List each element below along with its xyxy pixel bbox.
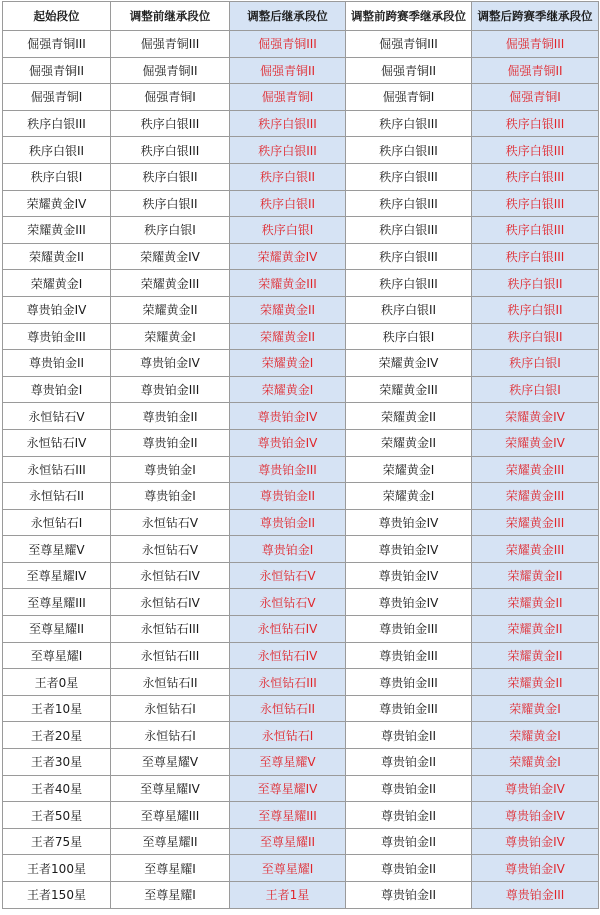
after-cross-season-cell: 秩序白银II (472, 323, 599, 350)
before-cross-season-cell: 尊贵铂金II (346, 882, 472, 909)
start-rank-cell: 秩序白银III (3, 110, 111, 137)
start-rank-cell: 永恒钻石III (3, 456, 111, 483)
header-after-inherit: 调整后继承段位 (230, 2, 346, 31)
before-cross-season-cell: 秩序白银III (346, 110, 472, 137)
after-inherit-cell: 永恒钻石IV (230, 642, 346, 669)
start-rank-cell: 永恒钻石V (3, 403, 111, 430)
before-inherit-cell: 倔强青铜III (111, 31, 230, 58)
before-cross-season-cell: 尊贵铂金IV (346, 589, 472, 616)
before-inherit-cell: 尊贵铂金II (111, 403, 230, 430)
after-cross-season-cell: 荣耀黄金II (472, 669, 599, 696)
table-row (3, 429, 599, 456)
before-inherit-cell: 荣耀黄金IV (111, 243, 230, 270)
start-rank-cell: 荣耀黄金II (3, 243, 111, 270)
after-inherit-cell: 永恒钻石IV (230, 616, 346, 643)
before-cross-season-cell: 秩序白银III (346, 217, 472, 244)
after-inherit-cell: 荣耀黄金III (230, 270, 346, 297)
table-row (3, 642, 599, 669)
table-row (3, 456, 599, 483)
start-rank-cell: 倔强青铜I (3, 84, 111, 111)
before-inherit-cell: 至尊星耀III (111, 802, 230, 829)
after-inherit-cell: 永恒钻石I (230, 722, 346, 749)
after-inherit-cell: 荣耀黄金I (230, 376, 346, 403)
after-inherit-cell: 秩序白银II (230, 190, 346, 217)
before-inherit-cell: 至尊星耀I (111, 855, 230, 882)
after-cross-season-cell: 荣耀黄金IV (472, 403, 599, 430)
table-row (3, 669, 599, 696)
before-inherit-cell: 永恒钻石III (111, 642, 230, 669)
after-cross-season-cell: 秩序白银III (472, 190, 599, 217)
before-cross-season-cell: 荣耀黄金I (346, 456, 472, 483)
header-before-cross-season: 调整前跨赛季继承段位 (346, 2, 472, 31)
after-inherit-cell: 秩序白银I (230, 217, 346, 244)
before-cross-season-cell: 尊贵铂金II (346, 749, 472, 776)
after-cross-season-cell: 倔强青铜III (472, 31, 599, 58)
before-cross-season-cell: 尊贵铂金II (346, 775, 472, 802)
after-cross-season-cell: 秩序白银III (472, 217, 599, 244)
start-rank-cell: 荣耀黄金III (3, 217, 111, 244)
after-inherit-cell: 秩序白银II (230, 163, 346, 190)
start-rank-cell: 荣耀黄金IV (3, 190, 111, 217)
after-inherit-cell: 永恒钻石V (230, 589, 346, 616)
after-inherit-cell: 至尊星耀III (230, 802, 346, 829)
header-after-cross-season: 调整后跨赛季继承段位 (472, 2, 599, 31)
before-inherit-cell: 倔强青铜II (111, 57, 230, 84)
before-cross-season-cell: 荣耀黄金II (346, 403, 472, 430)
before-inherit-cell: 永恒钻石I (111, 722, 230, 749)
before-cross-season-cell: 尊贵铂金IV (346, 562, 472, 589)
start-rank-cell: 永恒钻石I (3, 509, 111, 536)
table-row (3, 31, 599, 58)
before-cross-season-cell: 尊贵铂金IV (346, 509, 472, 536)
after-inherit-cell: 秩序白银III (230, 110, 346, 137)
after-cross-season-cell: 荣耀黄金II (472, 642, 599, 669)
after-inherit-cell: 永恒钻石II (230, 695, 346, 722)
before-inherit-cell: 尊贵铂金II (111, 429, 230, 456)
table-row (3, 84, 599, 111)
table-row (3, 509, 599, 536)
table-row (3, 270, 599, 297)
after-inherit-cell: 至尊星耀I (230, 855, 346, 882)
after-inherit-cell: 荣耀黄金I (230, 350, 346, 377)
after-inherit-cell: 尊贵铂金III (230, 456, 346, 483)
after-inherit-cell: 至尊星耀IV (230, 775, 346, 802)
after-inherit-cell: 尊贵铂金IV (230, 429, 346, 456)
table-row (3, 882, 599, 909)
before-cross-season-cell: 秩序白银I (346, 323, 472, 350)
before-inherit-cell: 永恒钻石IV (111, 589, 230, 616)
start-rank-cell: 王者100星 (3, 855, 111, 882)
start-rank-cell: 王者50星 (3, 802, 111, 829)
start-rank-cell: 至尊星耀II (3, 616, 111, 643)
after-cross-season-cell: 秩序白银II (472, 270, 599, 297)
before-cross-season-cell: 荣耀黄金IV (346, 350, 472, 377)
table-row (3, 296, 599, 323)
before-inherit-cell: 永恒钻石II (111, 669, 230, 696)
table-row (3, 855, 599, 882)
after-cross-season-cell: 秩序白银I (472, 376, 599, 403)
before-inherit-cell: 永恒钻石V (111, 536, 230, 563)
start-rank-cell: 荣耀黄金I (3, 270, 111, 297)
after-cross-season-cell: 尊贵铂金IV (472, 828, 599, 855)
after-cross-season-cell: 荣耀黄金IV (472, 429, 599, 456)
start-rank-cell: 至尊星耀V (3, 536, 111, 563)
start-rank-cell: 王者0星 (3, 669, 111, 696)
before-cross-season-cell: 尊贵铂金II (346, 802, 472, 829)
before-inherit-cell: 倔强青铜I (111, 84, 230, 111)
before-cross-season-cell: 秩序白银II (346, 296, 472, 323)
after-cross-season-cell: 荣耀黄金II (472, 562, 599, 589)
after-inherit-cell: 至尊星耀II (230, 828, 346, 855)
after-cross-season-cell: 荣耀黄金I (472, 749, 599, 776)
before-cross-season-cell: 尊贵铂金II (346, 722, 472, 749)
start-rank-cell: 王者40星 (3, 775, 111, 802)
after-cross-season-cell: 荣耀黄金III (472, 456, 599, 483)
table-row (3, 217, 599, 244)
start-rank-cell: 王者150星 (3, 882, 111, 909)
after-cross-season-cell: 倔强青铜II (472, 57, 599, 84)
after-cross-season-cell: 荣耀黄金III (472, 483, 599, 510)
table-row (3, 722, 599, 749)
start-rank-cell: 尊贵铂金III (3, 323, 111, 350)
after-cross-season-cell: 尊贵铂金III (472, 882, 599, 909)
table-row (3, 190, 599, 217)
before-cross-season-cell: 秩序白银III (346, 243, 472, 270)
after-cross-season-cell: 荣耀黄金I (472, 722, 599, 749)
table-row (3, 110, 599, 137)
start-rank-cell: 秩序白银II (3, 137, 111, 164)
before-cross-season-cell: 秩序白银III (346, 137, 472, 164)
table-row (3, 828, 599, 855)
table-row (3, 350, 599, 377)
after-inherit-cell: 倔强青铜II (230, 57, 346, 84)
before-inherit-cell: 尊贵铂金III (111, 376, 230, 403)
before-inherit-cell: 秩序白银I (111, 217, 230, 244)
before-inherit-cell: 至尊星耀II (111, 828, 230, 855)
before-inherit-cell: 尊贵铂金I (111, 456, 230, 483)
after-cross-season-cell: 秩序白银III (472, 243, 599, 270)
start-rank-cell: 王者75星 (3, 828, 111, 855)
rank-inheritance-table (2, 1, 599, 909)
after-cross-season-cell: 倔强青铜I (472, 84, 599, 111)
start-rank-cell: 王者20星 (3, 722, 111, 749)
before-cross-season-cell: 秩序白银III (346, 270, 472, 297)
before-inherit-cell: 秩序白银II (111, 163, 230, 190)
before-cross-season-cell: 荣耀黄金III (346, 376, 472, 403)
table-row (3, 376, 599, 403)
table-row (3, 749, 599, 776)
after-cross-season-cell: 尊贵铂金IV (472, 855, 599, 882)
start-rank-cell: 倔强青铜II (3, 57, 111, 84)
start-rank-cell: 永恒钻石IV (3, 429, 111, 456)
start-rank-cell: 至尊星耀III (3, 589, 111, 616)
after-inherit-cell: 倔强青铜III (230, 31, 346, 58)
before-inherit-cell: 荣耀黄金II (111, 296, 230, 323)
table-row (3, 616, 599, 643)
after-cross-season-cell: 荣耀黄金II (472, 616, 599, 643)
before-cross-season-cell: 倔强青铜III (346, 31, 472, 58)
before-cross-season-cell: 秩序白银III (346, 163, 472, 190)
table-row (3, 562, 599, 589)
table-row (3, 775, 599, 802)
table-row (3, 536, 599, 563)
table-row (3, 695, 599, 722)
header-start-rank: 起始段位 (3, 2, 111, 31)
table-row (3, 137, 599, 164)
before-cross-season-cell: 尊贵铂金II (346, 828, 472, 855)
before-cross-season-cell: 尊贵铂金III (346, 642, 472, 669)
before-inherit-cell: 荣耀黄金III (111, 270, 230, 297)
after-inherit-cell: 尊贵铂金II (230, 483, 346, 510)
before-inherit-cell: 永恒钻石I (111, 695, 230, 722)
rank-inheritance-table-container (0, 1, 600, 915)
before-inherit-cell: 至尊星耀IV (111, 775, 230, 802)
after-cross-season-cell: 秩序白银II (472, 296, 599, 323)
before-cross-season-cell: 倔强青铜I (346, 84, 472, 111)
after-inherit-cell: 尊贵铂金I (230, 536, 346, 563)
start-rank-cell: 至尊星耀IV (3, 562, 111, 589)
before-cross-season-cell: 倔强青铜II (346, 57, 472, 84)
before-inherit-cell: 尊贵铂金I (111, 483, 230, 510)
before-inherit-cell: 永恒钻石V (111, 509, 230, 536)
start-rank-cell: 倔强青铜III (3, 31, 111, 58)
table-row (3, 57, 599, 84)
table-body (3, 31, 599, 909)
after-inherit-cell: 荣耀黄金II (230, 323, 346, 350)
before-cross-season-cell: 尊贵铂金III (346, 669, 472, 696)
after-cross-season-cell: 秩序白银I (472, 350, 599, 377)
table-row (3, 403, 599, 430)
before-inherit-cell: 秩序白银III (111, 110, 230, 137)
header-before-inherit: 调整前继承段位 (111, 2, 230, 31)
after-inherit-cell: 秩序白银III (230, 137, 346, 164)
after-cross-season-cell: 荣耀黄金II (472, 589, 599, 616)
after-inherit-cell: 荣耀黄金IV (230, 243, 346, 270)
table-row (3, 589, 599, 616)
before-inherit-cell: 永恒钻石III (111, 616, 230, 643)
after-cross-season-cell: 秩序白银III (472, 110, 599, 137)
after-cross-season-cell: 荣耀黄金III (472, 536, 599, 563)
before-inherit-cell: 至尊星耀V (111, 749, 230, 776)
start-rank-cell: 王者10星 (3, 695, 111, 722)
after-inherit-cell: 荣耀黄金II (230, 296, 346, 323)
before-cross-season-cell: 尊贵铂金IV (346, 536, 472, 563)
table-row (3, 243, 599, 270)
table-row (3, 323, 599, 350)
before-inherit-cell: 荣耀黄金I (111, 323, 230, 350)
before-cross-season-cell: 尊贵铂金III (346, 616, 472, 643)
table-row (3, 483, 599, 510)
table-row (3, 802, 599, 829)
start-rank-cell: 尊贵铂金II (3, 350, 111, 377)
after-cross-season-cell: 荣耀黄金I (472, 695, 599, 722)
after-cross-season-cell: 尊贵铂金IV (472, 802, 599, 829)
start-rank-cell: 至尊星耀I (3, 642, 111, 669)
after-inherit-cell: 尊贵铂金IV (230, 403, 346, 430)
before-inherit-cell: 永恒钻石IV (111, 562, 230, 589)
before-inherit-cell: 秩序白银II (111, 190, 230, 217)
start-rank-cell: 秩序白银I (3, 163, 111, 190)
after-inherit-cell: 永恒钻石V (230, 562, 346, 589)
table-row (3, 163, 599, 190)
before-cross-season-cell: 荣耀黄金I (346, 483, 472, 510)
start-rank-cell: 王者30星 (3, 749, 111, 776)
table-header (3, 2, 599, 31)
start-rank-cell: 永恒钻石II (3, 483, 111, 510)
before-cross-season-cell: 荣耀黄金II (346, 429, 472, 456)
start-rank-cell: 尊贵铂金I (3, 376, 111, 403)
start-rank-cell: 尊贵铂金IV (3, 296, 111, 323)
after-inherit-cell: 永恒钻石III (230, 669, 346, 696)
after-cross-season-cell: 秩序白银III (472, 137, 599, 164)
header-row (3, 2, 599, 31)
before-inherit-cell: 至尊星耀I (111, 882, 230, 909)
after-cross-season-cell: 荣耀黄金III (472, 509, 599, 536)
after-inherit-cell: 至尊星耀V (230, 749, 346, 776)
before-cross-season-cell: 秩序白银III (346, 190, 472, 217)
after-inherit-cell: 王者1星 (230, 882, 346, 909)
after-inherit-cell: 倔强青铜I (230, 84, 346, 111)
after-cross-season-cell: 秩序白银III (472, 163, 599, 190)
after-cross-season-cell: 尊贵铂金IV (472, 775, 599, 802)
before-cross-season-cell: 尊贵铂金III (346, 695, 472, 722)
before-inherit-cell: 尊贵铂金IV (111, 350, 230, 377)
before-cross-season-cell: 尊贵铂金II (346, 855, 472, 882)
after-inherit-cell: 尊贵铂金II (230, 509, 346, 536)
before-inherit-cell: 秩序白银III (111, 137, 230, 164)
